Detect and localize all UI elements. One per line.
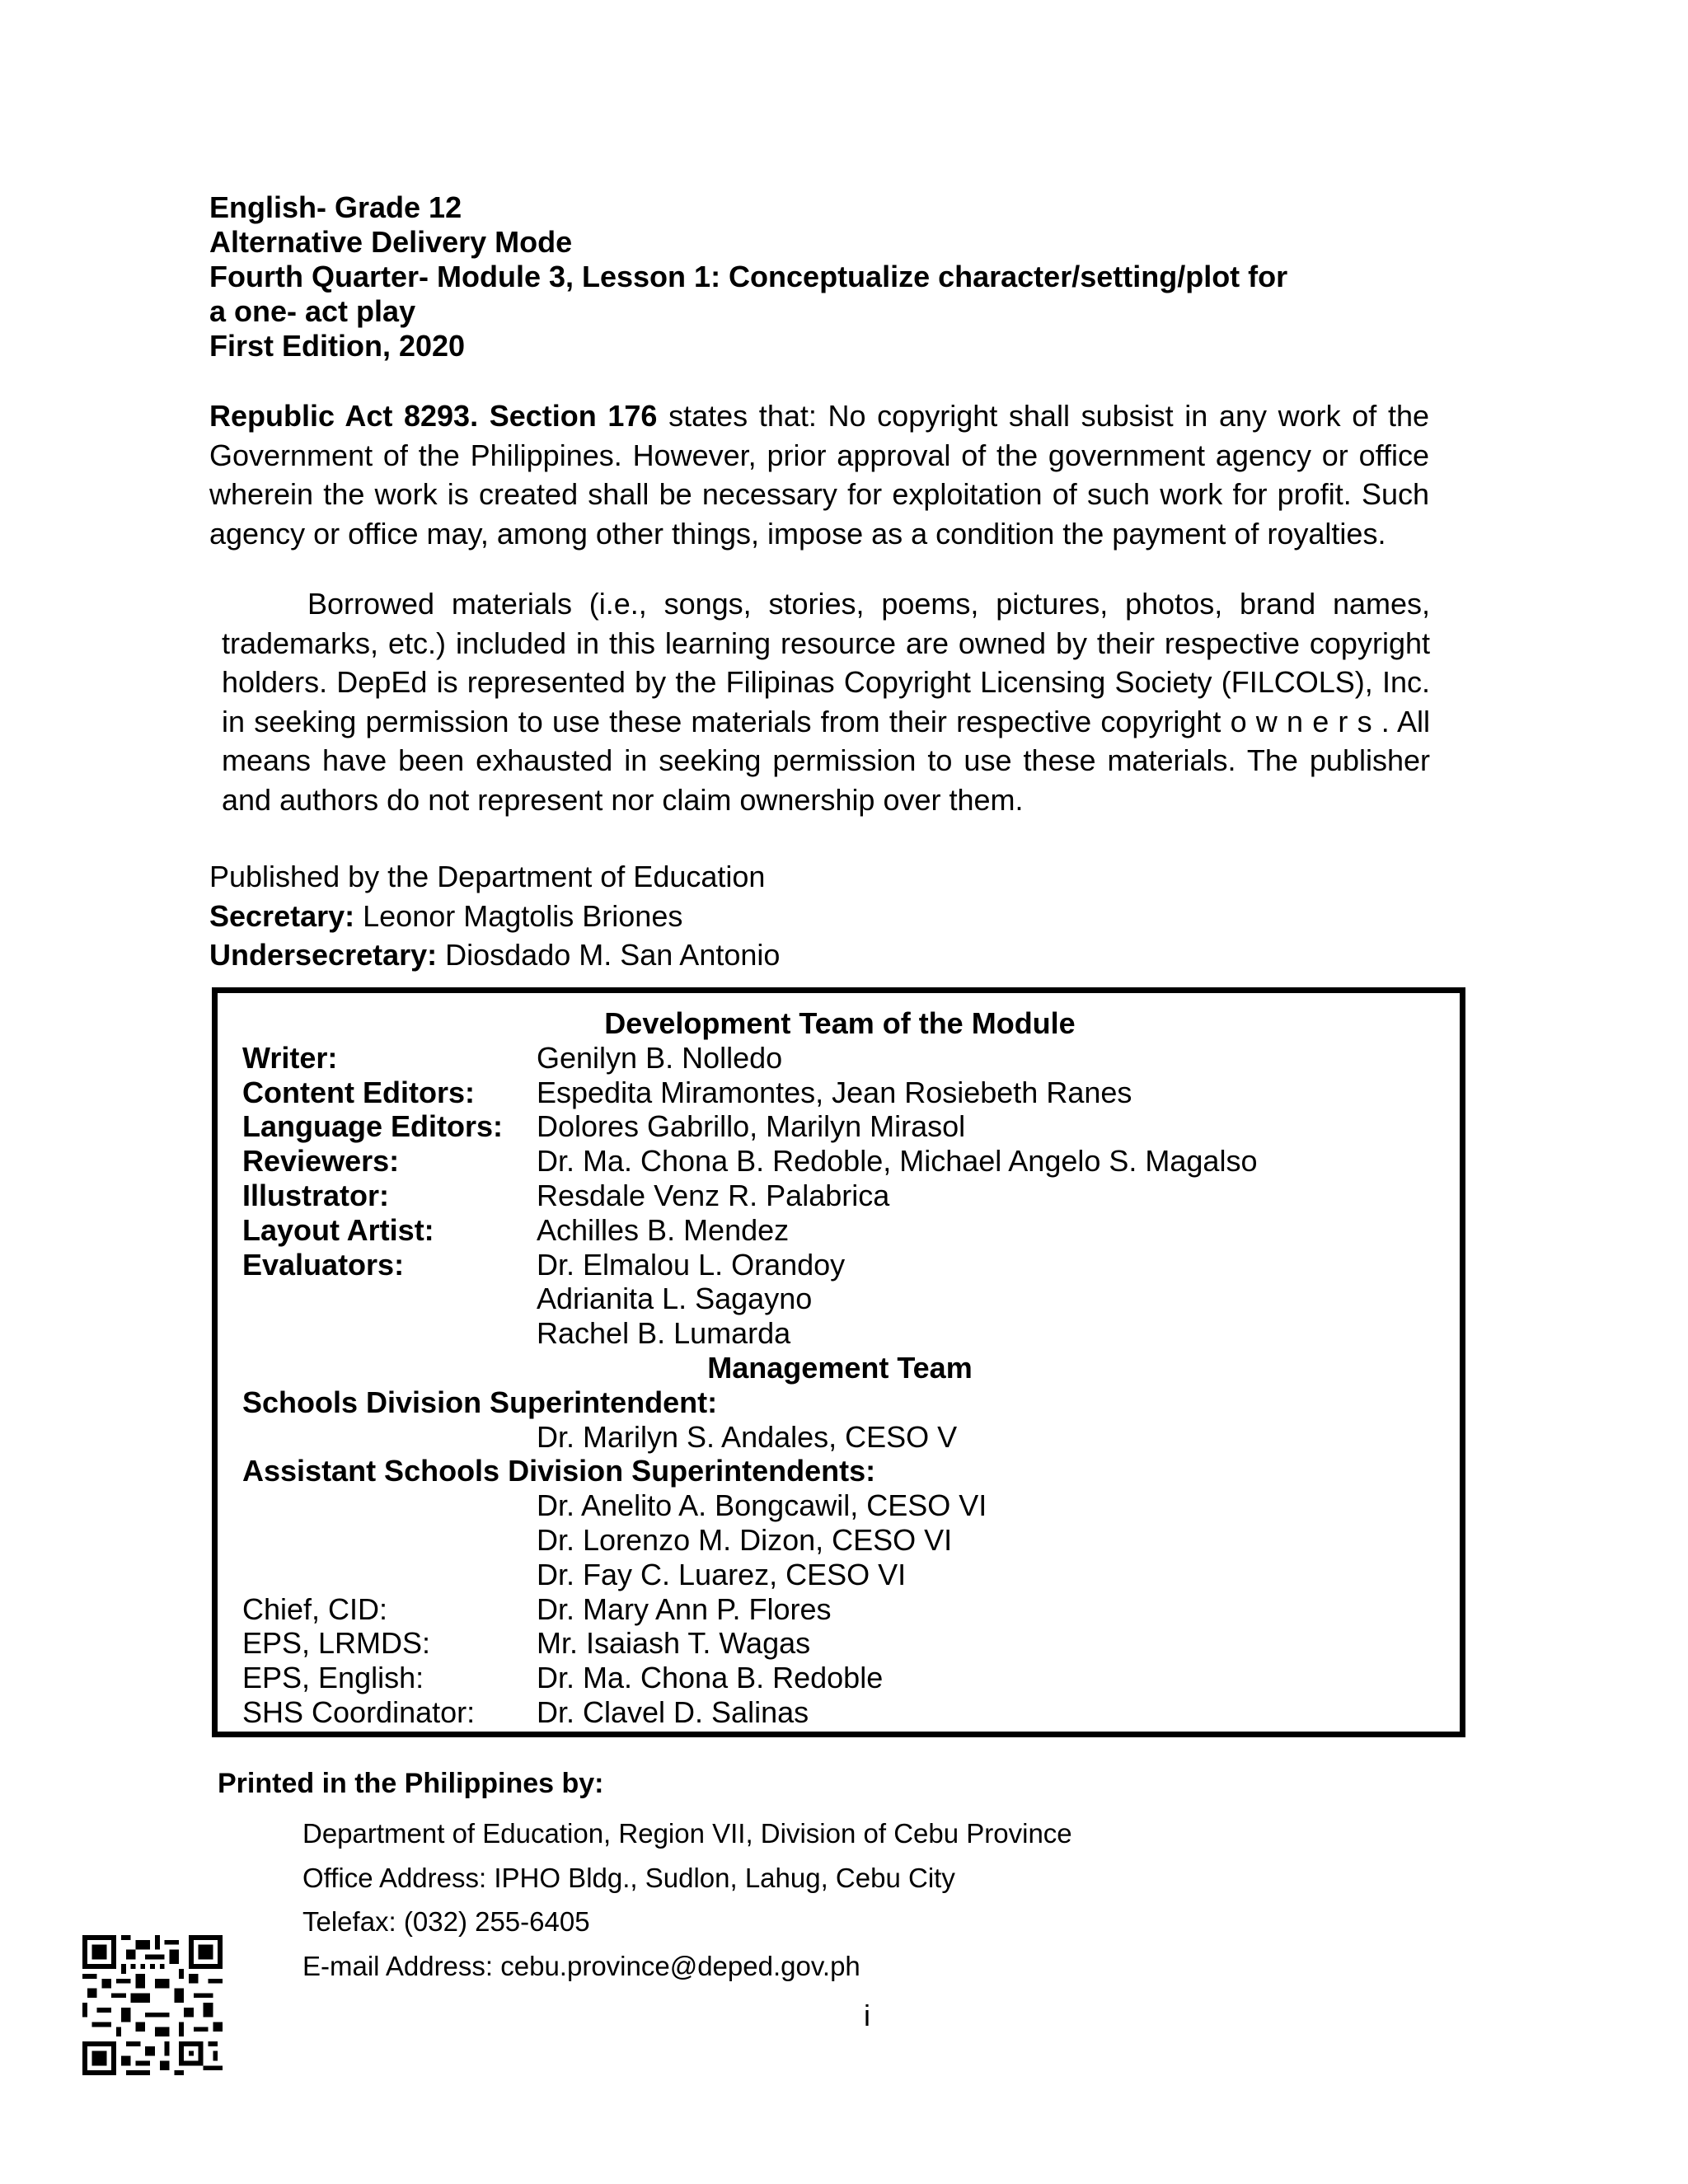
printer-office: Department of Education, Region VII, Division of Cebu Province bbox=[302, 1818, 1072, 1849]
content-editors-label: Content Editors: bbox=[242, 1075, 475, 1109]
team-row bbox=[242, 1420, 1437, 1455]
evaluator-name: Adrianita L. Sagayno bbox=[537, 1282, 813, 1316]
module-title-cont: a one- act play bbox=[209, 294, 416, 328]
shs-coordinator-label: SHS Coordinator: bbox=[242, 1694, 476, 1729]
team-row bbox=[242, 1248, 1437, 1282]
evaluator-name: Rachel B. Lumarda bbox=[537, 1316, 791, 1351]
secretary-label: Secretary: bbox=[209, 898, 355, 933]
subject-grade: English- Grade 12 bbox=[209, 190, 462, 224]
team-row bbox=[242, 1179, 1437, 1213]
eps-english-name: Dr. Ma. Chona B. Redoble bbox=[537, 1661, 884, 1695]
evaluators-label: Evaluators: bbox=[242, 1247, 405, 1282]
chief-cid-label: Chief, CID: bbox=[242, 1591, 388, 1626]
secretary-line bbox=[209, 897, 1198, 936]
telefax: Telefax: (032) 255-6405 bbox=[302, 1906, 590, 1937]
eps-lrmds-label: EPS, LRMDS: bbox=[242, 1626, 431, 1661]
team-row bbox=[242, 1626, 1437, 1661]
language-editors-label: Language Editors: bbox=[242, 1109, 504, 1144]
sds-name: Dr. Marilyn S. Andales, CESO V bbox=[537, 1419, 958, 1454]
module-title: Fourth Quarter- Module 3, Lesson 1: Conceptualize character/setting/plot for bbox=[209, 260, 1288, 293]
email-address: E-mail Address: cebu.province@deped.gov.ph bbox=[302, 1950, 860, 1981]
team-row bbox=[242, 1316, 1437, 1351]
language-editors-names: Dolores Gabrillo, Marilyn Mirasol bbox=[537, 1109, 966, 1144]
office-address: Office Address: IPHO Bldg., Sudlon, Lahug, Cebu City bbox=[302, 1862, 955, 1893]
illustrator-label: Illustrator: bbox=[242, 1178, 390, 1212]
reviewers-label: Reviewers: bbox=[242, 1144, 400, 1179]
development-team-box bbox=[212, 987, 1465, 1737]
asds-name: Dr. Anelito A. Bongcawil, CESO VI bbox=[537, 1488, 987, 1523]
title-block bbox=[209, 190, 1446, 363]
undersecretary-line bbox=[209, 935, 1198, 975]
layout-artist-name: Achilles B. Mendez bbox=[537, 1212, 790, 1247]
team-row bbox=[242, 1695, 1437, 1730]
copyright-notice bbox=[209, 396, 1429, 553]
layout-artist-label: Layout Artist: bbox=[242, 1212, 434, 1247]
asds-name: Dr. Lorenzo M. Dizon, CESO VI bbox=[537, 1522, 953, 1557]
sds-label: Schools Division Superintendent: bbox=[242, 1385, 718, 1419]
copyright-text: states that: No copyright shall subsist in any work of the Government of the Philippines. However, prior approval of the government agency or office wherein the work is created shall be necessary for exploitation of such work for profit. Such agency or office may, among other things, impose as a condition the payment of royalties. bbox=[209, 399, 1430, 551]
management-team-title: Management Team bbox=[707, 1350, 973, 1385]
team-row bbox=[242, 1592, 1437, 1627]
team-row bbox=[242, 1041, 1437, 1076]
asds-label: Assistant Schools Division Superintendents: bbox=[242, 1454, 876, 1488]
shs-coordinator-name: Dr. Clavel D. Salinas bbox=[537, 1694, 809, 1729]
chief-cid-name: Dr. Mary Ann P. Flores bbox=[537, 1591, 832, 1626]
eps-lrmds-name: Mr. Isaiash T. Wagas bbox=[537, 1626, 811, 1661]
team-row bbox=[242, 1454, 1437, 1488]
team-row bbox=[242, 1523, 1437, 1558]
illustrator-name: Resdale Venz R. Palabrica bbox=[537, 1178, 890, 1212]
team-row bbox=[242, 1109, 1437, 1144]
dev-team-title: Development Team of the Module bbox=[604, 1006, 1076, 1040]
writer-label: Writer: bbox=[242, 1040, 338, 1075]
team-row bbox=[242, 1076, 1437, 1110]
edition: First Edition, 2020 bbox=[209, 329, 466, 363]
team-row bbox=[242, 1144, 1437, 1179]
borrowed-materials-notice: Borrowed materials (i.e., songs, stories, poems, pictures, photos, brand names, trademarks, etc.) included in this learning resource are owned by their respective copyright holders. DepEd is represented by the Filipinas Copyright Licensing Society (FILCOLS), Inc. in seeking permission to use these materials from their respective copyright o w n e r s . All means have been exhausted in seeking permission to use these materials. The publisher and authors do not represent nor claim ownership over them. bbox=[222, 587, 1430, 817]
team-row bbox=[242, 1282, 1437, 1316]
team-row bbox=[242, 1213, 1437, 1248]
evaluator-name: Dr. Elmalou L. Orandoy bbox=[537, 1247, 846, 1282]
printed-by-title: Printed in the Philippines by: bbox=[218, 1768, 604, 1799]
asds-name: Dr. Fay C. Luarez, CESO VI bbox=[537, 1557, 907, 1591]
team-row bbox=[242, 1385, 1437, 1420]
secretary-name: Leonor Magtolis Briones bbox=[354, 898, 683, 933]
publisher-block bbox=[209, 857, 1198, 975]
reviewers-names: Dr. Ma. Chona B. Redoble, Michael Angelo S. Magalso bbox=[537, 1144, 1258, 1179]
publisher: Published by the Department of Education bbox=[209, 860, 766, 893]
page-number: i bbox=[864, 1999, 870, 2032]
undersecretary-label: Undersecretary: bbox=[209, 938, 438, 972]
content-editors-names: Espedita Miramontes, Jean Rosiebeth Ranes bbox=[537, 1075, 1132, 1109]
eps-english-label: EPS, English: bbox=[242, 1661, 424, 1695]
printer-address-block bbox=[302, 1811, 1072, 1988]
copyright-law: Republic Act 8293. Section 176 bbox=[209, 399, 658, 433]
team-row bbox=[242, 1558, 1437, 1592]
qr-code-icon bbox=[82, 1935, 223, 2075]
team-row bbox=[242, 1661, 1437, 1695]
writer-name: Genilyn B. Nolledo bbox=[537, 1040, 783, 1075]
team-row bbox=[242, 1488, 1437, 1523]
delivery-mode: Alternative Delivery Mode bbox=[209, 225, 573, 259]
undersecretary-name: Diosdado M. San Antonio bbox=[437, 938, 781, 972]
